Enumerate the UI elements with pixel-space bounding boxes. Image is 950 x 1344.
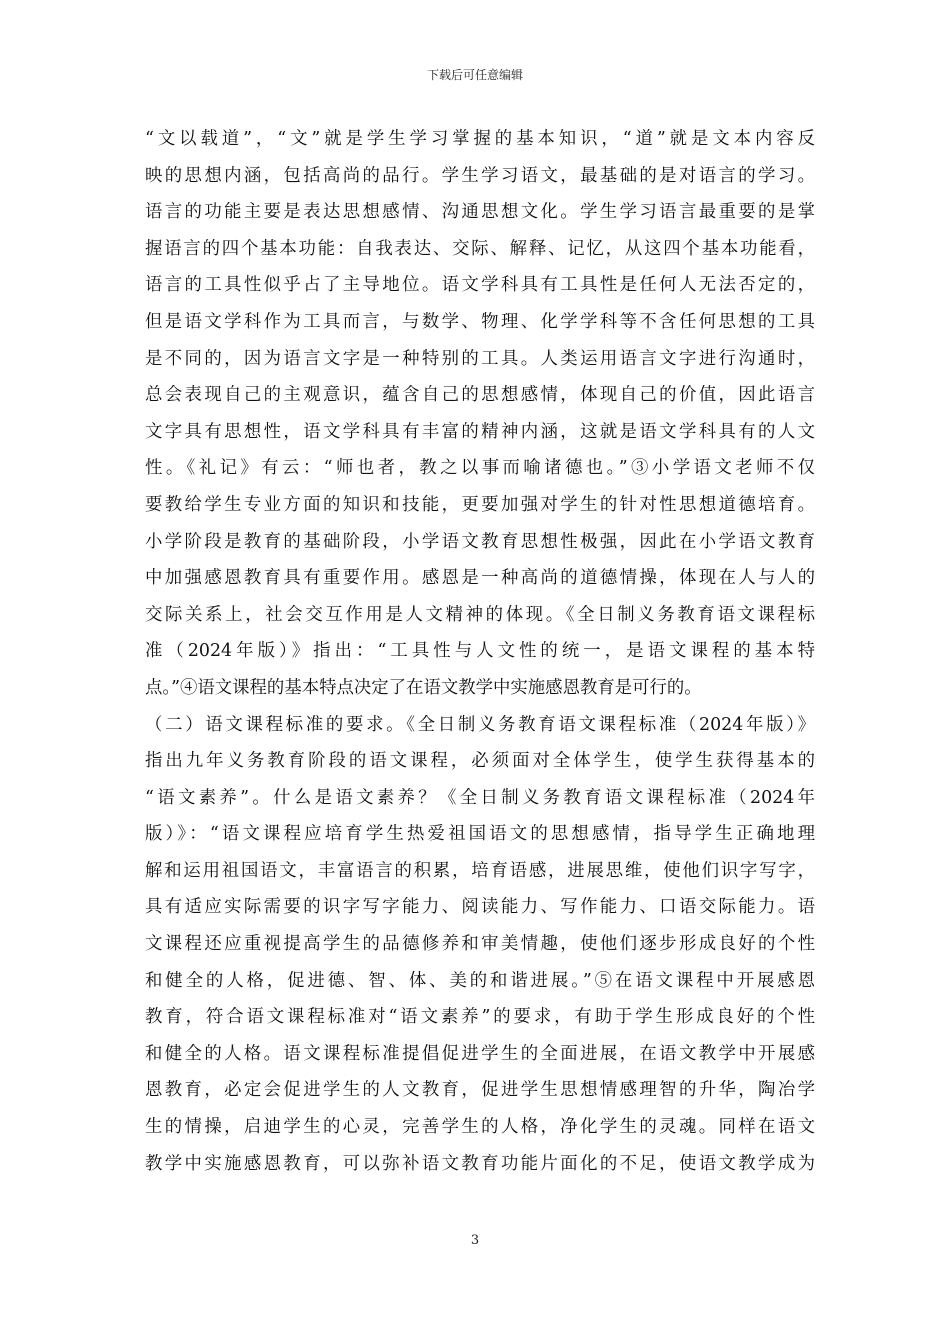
text-line: 点。”④语文课程的基本特点决定了在语文教学中实施感恩教育是可行的。 [145,677,702,698]
text-line: （二）语文课程标准的要求。《全日制义务教育语文课程标准（2024年版）》 [145,714,815,735]
text-line: 指出九年义务教育阶段的语文课程，必须面对全体学生，使学生获得基本的 [145,751,815,772]
text-line: 但是语文学科作为工具而言，与数学、物理、化学学科等不含任何思想的工具 [145,311,815,332]
text-line: 具有适应实际需要的识字写字能力、阅读能力、写作能力、口语交际能力。语 [145,897,815,918]
text-line: 性。《礼记》有云：“师也者，教之以事而喻诸德也。”③小学语文老师不仅 [145,458,815,479]
text-line: 准（2024年版）》指出：“工具性与人文性的统一，是语文课程的基本特 [145,641,815,662]
text-line: 和健全的人格。语文课程标准提倡促进学生的全面进展，在语文教学中开展感 [145,1043,815,1064]
text-line: 中加强感恩教育具有重要作用。感恩是一种高尚的道德情操，体现在人与人的 [145,568,815,589]
body-text [145,121,815,1182]
text-line: 生的情操，启迪学生的心灵，完善学生的人格，净化学生的灵魂。同样在语文 [145,1117,815,1138]
text-line: 教育，符合语文课程标准对“语文素养”的要求，有助于学生形成良好的个性 [145,1007,815,1028]
text-line: 和健全的人格，促进德、智、体、美的和谐进展。”⑤在语文课程中开展感恩 [145,970,815,991]
text-line: 文课程还应重视提高学生的品德修养和审美情趣，使他们逐步形成良好的个性 [145,934,815,955]
text-line: “文以载道”，“文”就是学生学习掌握的基本知识，“道”就是文本内容反 [145,129,815,149]
text-line: 解和运用祖国语文，丰富语言的积累，培育语感，进展思维，使他们识字写字， [145,860,815,881]
text-line: 小学阶段是教育的基础阶段，小学语文教育思想性极强，因此在小学语文教育 [145,531,815,552]
text-line: 总会表现自己的主观意识，蕴含自己的思想感情，体现自己的价值，因此语言 [145,385,815,406]
text-line: 映的思想内涵，包括高尚的品行。学生学习语文，最基础的是对语言的学习。 [145,165,815,186]
text-line: 是不同的，因为语言文字是一种特别的工具。人类运用语言文字进行沟通时， [145,348,815,369]
text-line: 握语言的四个基本功能：自我表达、交际、解释、记忆，从这四个基本功能看， [145,238,815,259]
text-line: 文字具有思想性，语文学科具有丰富的精神内涵，这就是语文学科具有的人文 [145,421,815,442]
text-line: 要教给学生专业方面的知识和技能，更要加强对学生的针对性思想道德培育。 [145,494,815,515]
text-line: 交际关系上，社会交互作用是人文精神的体现。《全日制义务教育语文课程标 [145,604,815,625]
page-number: 3 [470,1233,480,1248]
text-line: 恩教育，必定会促进学生的人文教育，促进学生思想情感理智的升华，陶冶学 [145,1080,815,1101]
text-line: 语言的功能主要是表达思想感情、沟通思想文化。学生学习语言最重要的是掌 [145,202,815,223]
text-line: 教学中实施感恩教育，可以弥补语文教育功能片面化的不足，使语文教学成为 [145,1153,815,1174]
text-line: 版）》：“语文课程应培育学生热爱祖国语文的思想感情，指导学生正确地理 [145,824,815,845]
text-line: “语文素养”。什么是语文素养？《全日制义务教育语文课程标准（2024年 [145,787,815,808]
page-header: 下载后可任意编辑 [426,68,523,82]
text-line: 语言的工具性似乎占了主导地位。语文学科具有工具性是任何人无法否定的， [145,275,815,296]
